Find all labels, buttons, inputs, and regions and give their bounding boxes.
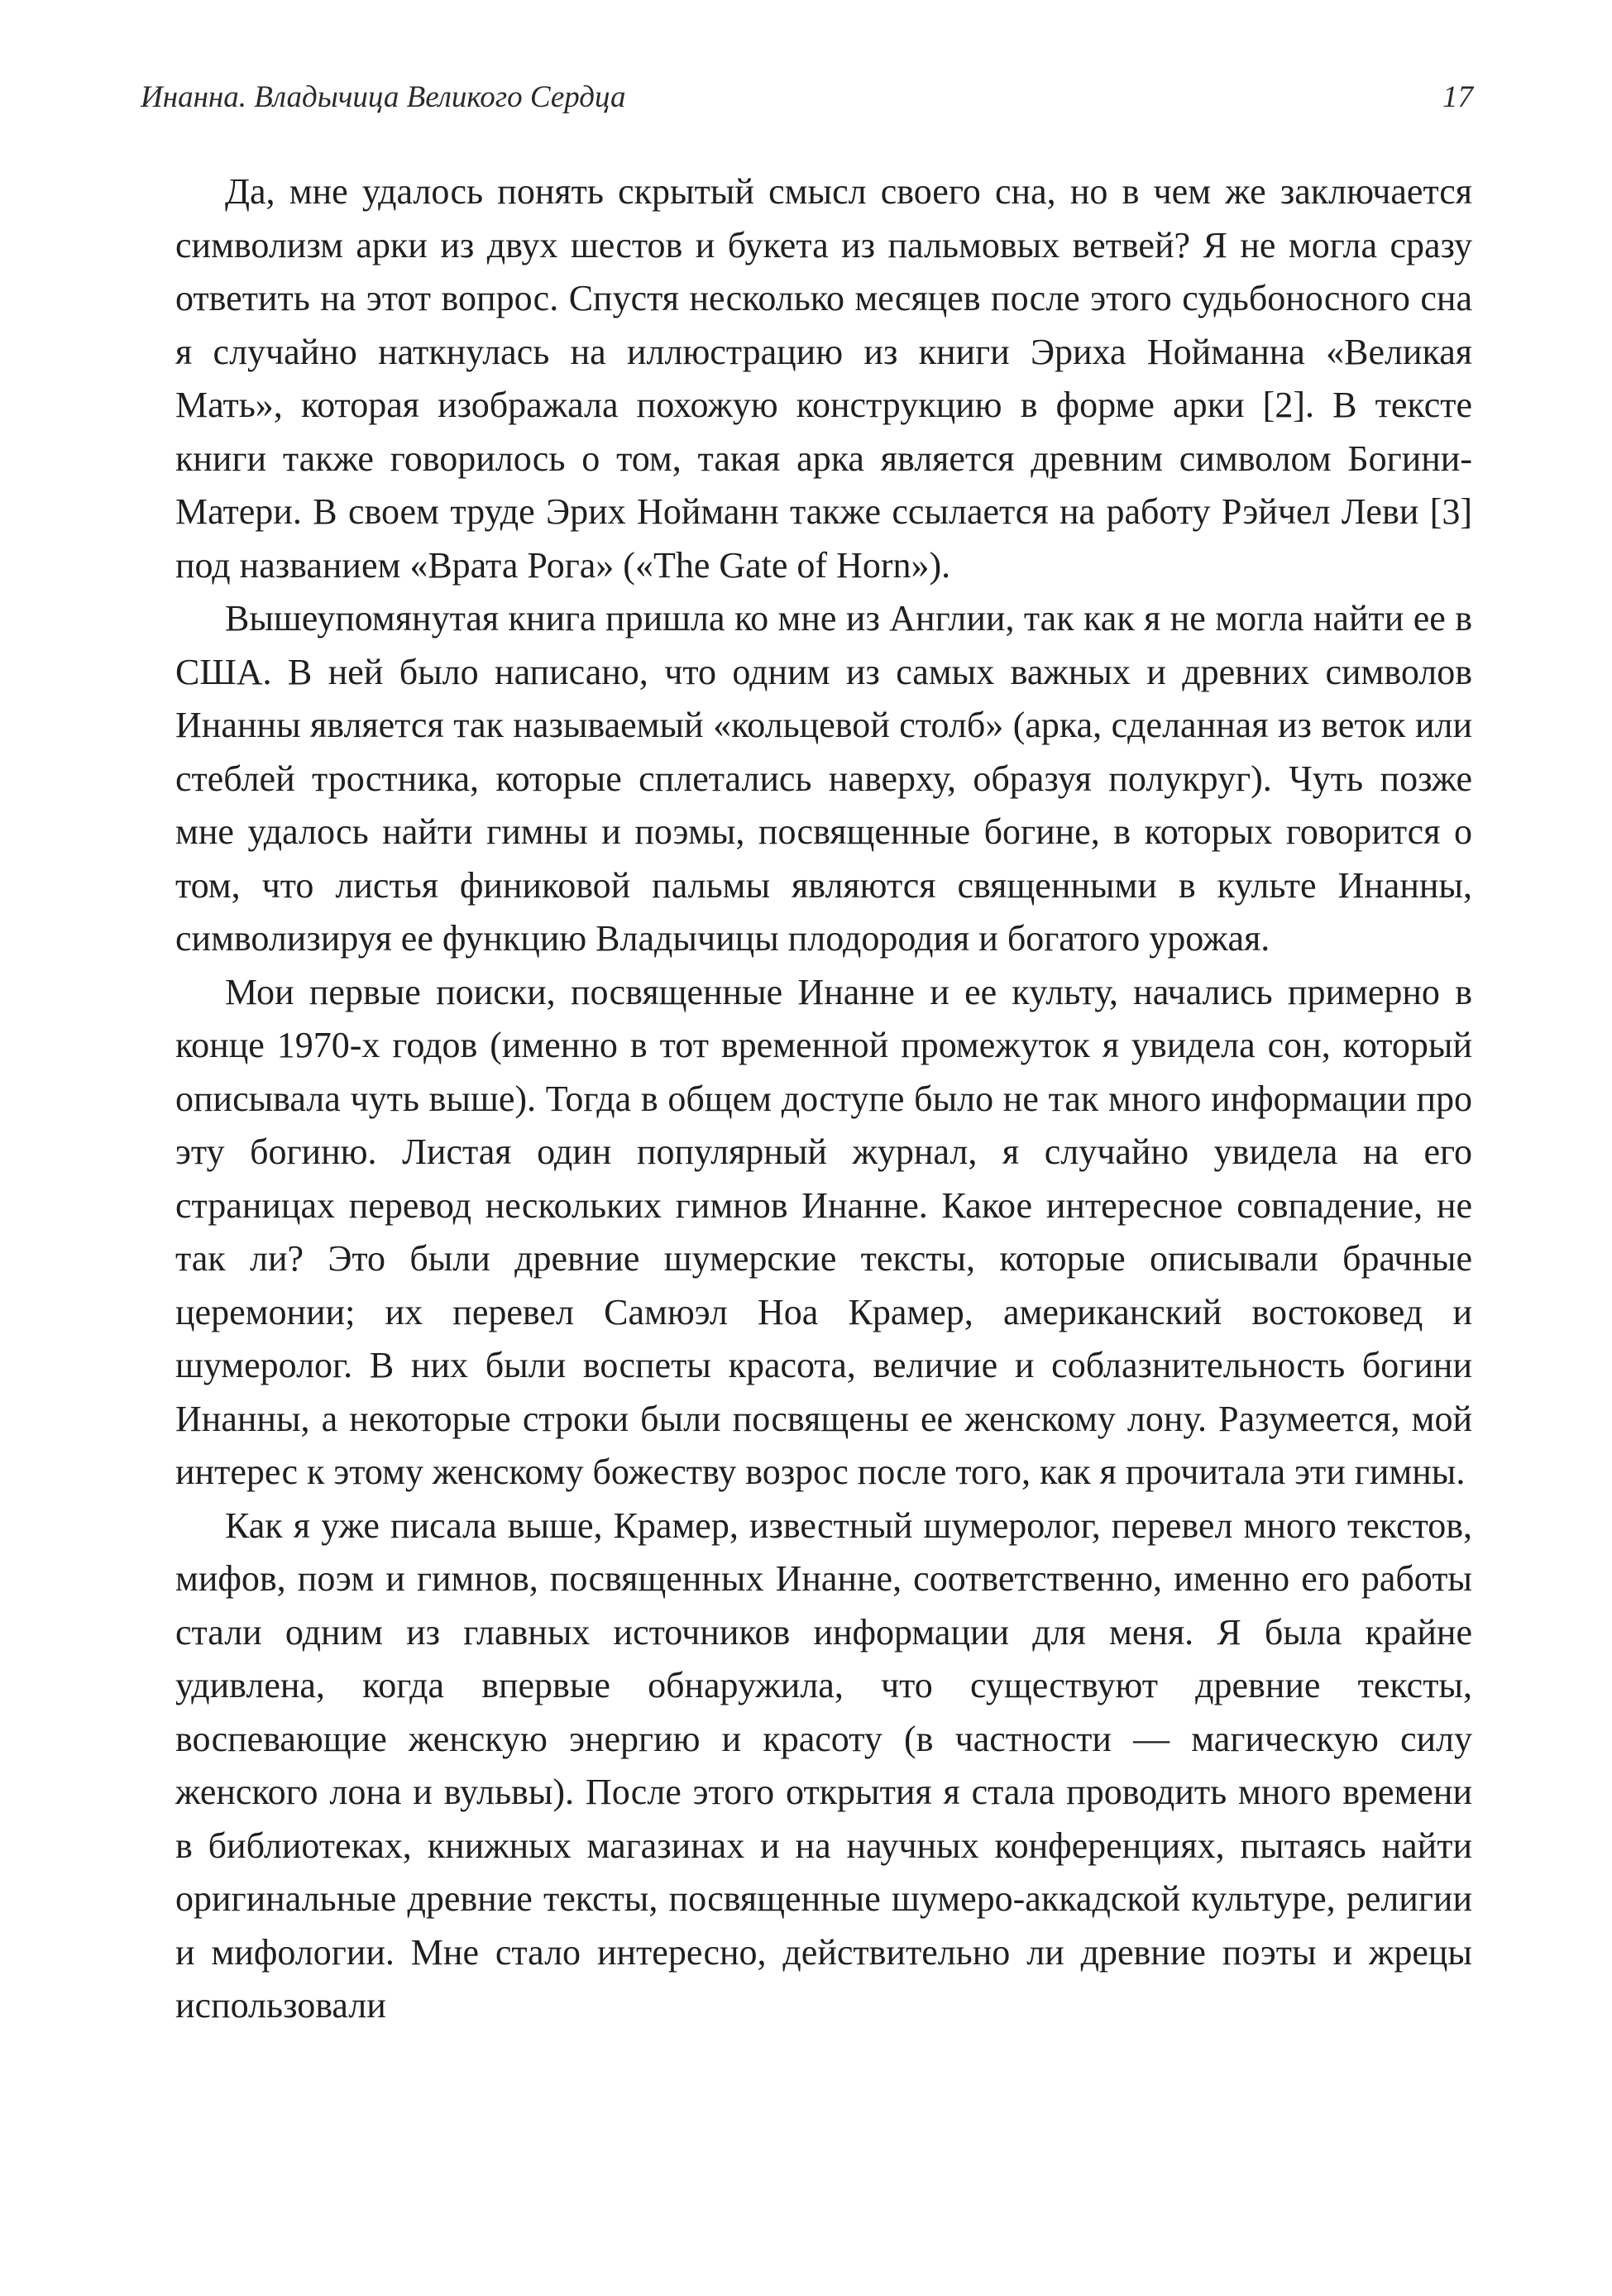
paragraph: Да, мне удалось понять скрытый смысл своего сна, но в чем же заключается символизм арки из двух шестов и букета из пальмовых ветвей? Я не могла сразу ответить на этот вопрос. Спустя несколько месяцев после этого судьбоносного сна я случайно наткнулась на иллюстрацию из книги Эриха Нойманна «Великая Мать», которая изображала похожую конструкцию в форме арки [2]. В тексте книги также говорилось о том, такая арка является древним символом Богини-Матери. В своем труде Эрих Нойманн также ссылается на работу Рэйчел Леви [3] под названием «Врата Рога» («The Gate of Horn»).: [175, 171, 1472, 586]
paragraph: Как я уже писала выше, Крамер, известный шумеролог, перевел много текстов, мифов, поэм и гимнов, посвященных Инанне, соответственно, именно его работы стали одним из главных источников информации для меня. Я была крайне удивлена, когда впервые обнаружила, что существуют древние тексты, воспевающие женскую энергию и красоту (в частности — магическую силу женского лона и вульвы). После этого открытия я стала проводить много времени в библиотеках, книжных магазинах и на научных конференциях, пытаясь найти оригинальные древние тексты, посвященные шумеро-аккадской культуре, религии и мифологии. Мне стало интересно, действительно ли древние поэты и жрецы использовали: [175, 1504, 1472, 2026]
body-text: [175, 165, 1472, 2033]
running-header: [141, 79, 1473, 126]
page-number: 17: [1442, 80, 1473, 114]
paragraph: Вышеупомянутая книга пришла ко мне из Англии, так как я не могла найти ее в США. В ней было написано, что одним из самых важных и древних символов Инанны является так называемый «кольцевой столб» (арка, сделанная из веток или стеблей тростника, которые сплетались наверху, образуя полукруг). Чуть позже мне удалось найти гимны и поэмы, посвященные богине, в которых говорится о том, что листья финиковой пальмы являются священными в культе Инанны, символизируя ее функцию Владычицы плодородия и богатого урожая.: [175, 598, 1472, 959]
running-title: Инанна. Владычица Великого Сердца: [141, 80, 626, 114]
paragraph: Мои первые поиски, посвященные Инанне и ее культу, начались примерно в конце 1970-х годов (именно в тот временной промежуток я увидела сон, который описывала чуть выше). Тогда в общем доступе было не так много информации про эту богиню. Листая один популярный журнал, я случайно увидела на его страницах перевод нескольких гимнов Инанне. Какое интересное совпадение, не так ли? Это были древние шумерские тексты, которые описывали брачные церемонии; их перевел Самюэл Ноа Крамер, американский востоковед и шумеролог. В них были воспеты красота, величие и соблазнительность богини Инанны, а некоторые строки были посвящены ее женскому лону. Разумеется, мой интерес к этому женскому божеству возрос после того, как я прочитала эти гимны.: [175, 971, 1472, 1492]
